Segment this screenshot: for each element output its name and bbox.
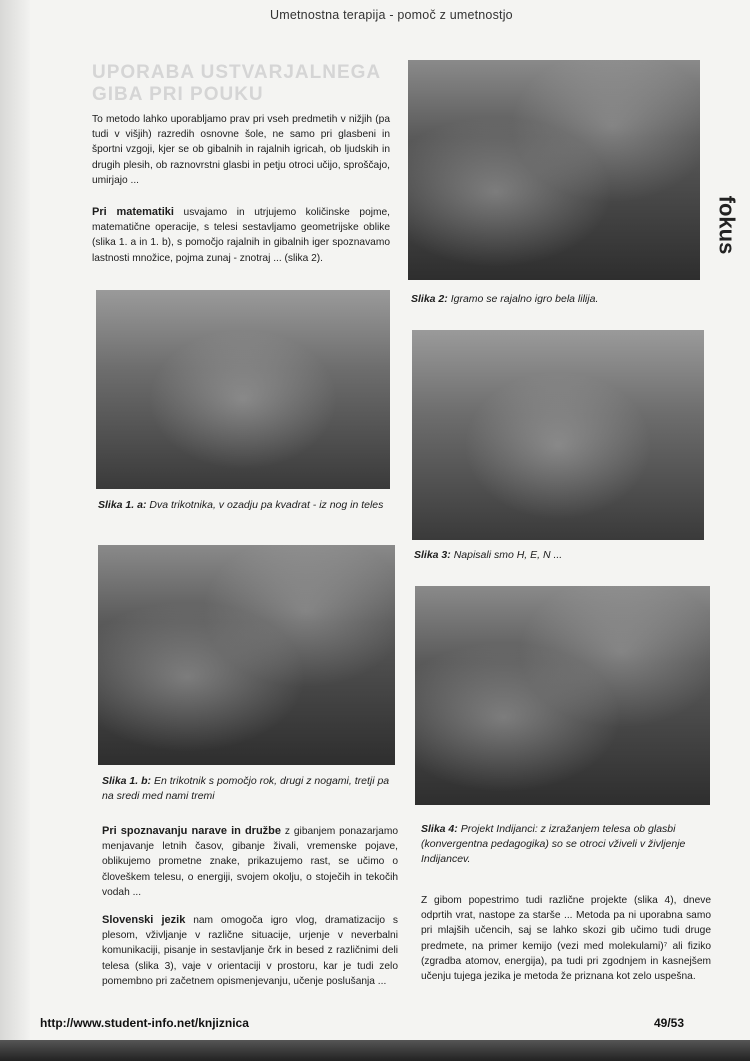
caption-text: Projekt Indijanci: z izražanjem telesa ob glasbi (konvergentna pedagogika) so se otroci vživeli v življenje Indijancev. (421, 823, 686, 865)
math-lead: Pri matematiki (92, 206, 174, 218)
math-paragraph (92, 205, 390, 266)
slovene-lead: Slovenski jezik (102, 914, 186, 926)
photo-slika-1a (96, 290, 390, 489)
slovene-paragraph (102, 913, 398, 989)
scan-edge (0, 0, 30, 1061)
page-header: Umetnostna terapija - pomoč z umetnostjo (270, 8, 513, 22)
caption-slika-1a (98, 498, 392, 513)
caption-slika-2 (411, 292, 701, 307)
caption-slika-3 (414, 548, 704, 563)
section-tag: fokus (714, 195, 740, 255)
slovene-text: nam omogoča igro vlog, dramatizacijo s plesom, vživljanje v različne situacije, urjenje v neverbalni komunikaciji, pisanje in sestavljanje črk in besed z različnimi deli telesa (slika 3), vaje v orientaciji v prostoru, kar je tudi zelo pomembno pri začetnem opismenjevanju, učenje poslušanja ... (102, 915, 399, 987)
photo-slika-1b (98, 545, 395, 765)
footer-url-link[interactable]: http://www.student-info.net/knjiznica (40, 1016, 249, 1030)
photo-slika-2 (408, 60, 700, 280)
caption-label: Slika 1. b: (102, 775, 152, 787)
caption-label: Slika 4: (421, 823, 458, 835)
caption-label: Slika 2: (411, 293, 448, 305)
math-text: usvajamo in utrjujemo količinske pojme, matematične operacije, s telesi sestavljamo geometrijske oblike (slika 1. a in 1. b), s pomočjo rajalnih in gibalnih iger spoznavamo lastnosti množice, pojma zunaj - znotraj ... (slika 2). (92, 207, 390, 264)
caption-text: Igramo se rajalno igro bela lilija. (447, 293, 599, 305)
caption-slika-1b (102, 774, 394, 804)
nature-lead: Pri spoznavanju narave in družbe (102, 825, 282, 837)
caption-label: Slika 3: (414, 549, 451, 561)
caption-text: En trikotnik s pomočjo rok, drugi z nogami, tretji pa na sredi med nami tremi (102, 775, 390, 802)
nature-text: z gibanjem ponazarjamo menjavanje letnih časov, gibanje živali, vremenske pojave, oblikujemo prometne znake, prikazujemo rast, se učimo o človeškem telesu, o energiji, svojem okolju, o stoječih in tekočih vodah ... (102, 826, 399, 898)
projects-paragraph: Z gibom popestrimo tudi različne projekte (slika 4), dneve odprtih vrat, nastope za starše ... Metoda pa ni uporabna samo pri mlajših učencih, saj se lahko skozi gib učimo tudi druge predmete, na primer kemijo (vezi med molekulami)⁷ ali fiziko (zgradba atomov, energija), pa tudi pri zgodnjem in kasnejšem učenju tujega jezika je metoda že priznana kot zelo uspešna. (421, 895, 711, 983)
caption-text: Dva trikotnika, v ozadju pa kvadrat - iz nog in teles (146, 499, 384, 511)
page-number: 49/53 (654, 1016, 685, 1030)
photo-slika-4 (415, 586, 710, 805)
nature-paragraph (102, 824, 398, 900)
caption-text: Napisali smo H, E, N ... (450, 549, 563, 561)
caption-slika-4 (421, 822, 711, 867)
photo-slika-3 (412, 330, 704, 540)
section-title: UPORABA USTVARJALNEGA GIBA PRI POUKU (92, 62, 381, 105)
intro-paragraph: To metodo lahko uporabljamo prav pri vseh predmetih v nižjih (pa tudi v višjih) razredih osnovne šole, ne samo pri glasbeni in športni vzgoji, kjer se ob gibalnih in rajalnih igricah, ob ljudskih in drugih plesih, ob raznovrstni glasbi in petju otroci učijo, sproščajo, umirjajo ... (92, 114, 390, 186)
scan-bottom-band (0, 1040, 750, 1061)
caption-label: Slika 1. a: (98, 499, 147, 511)
